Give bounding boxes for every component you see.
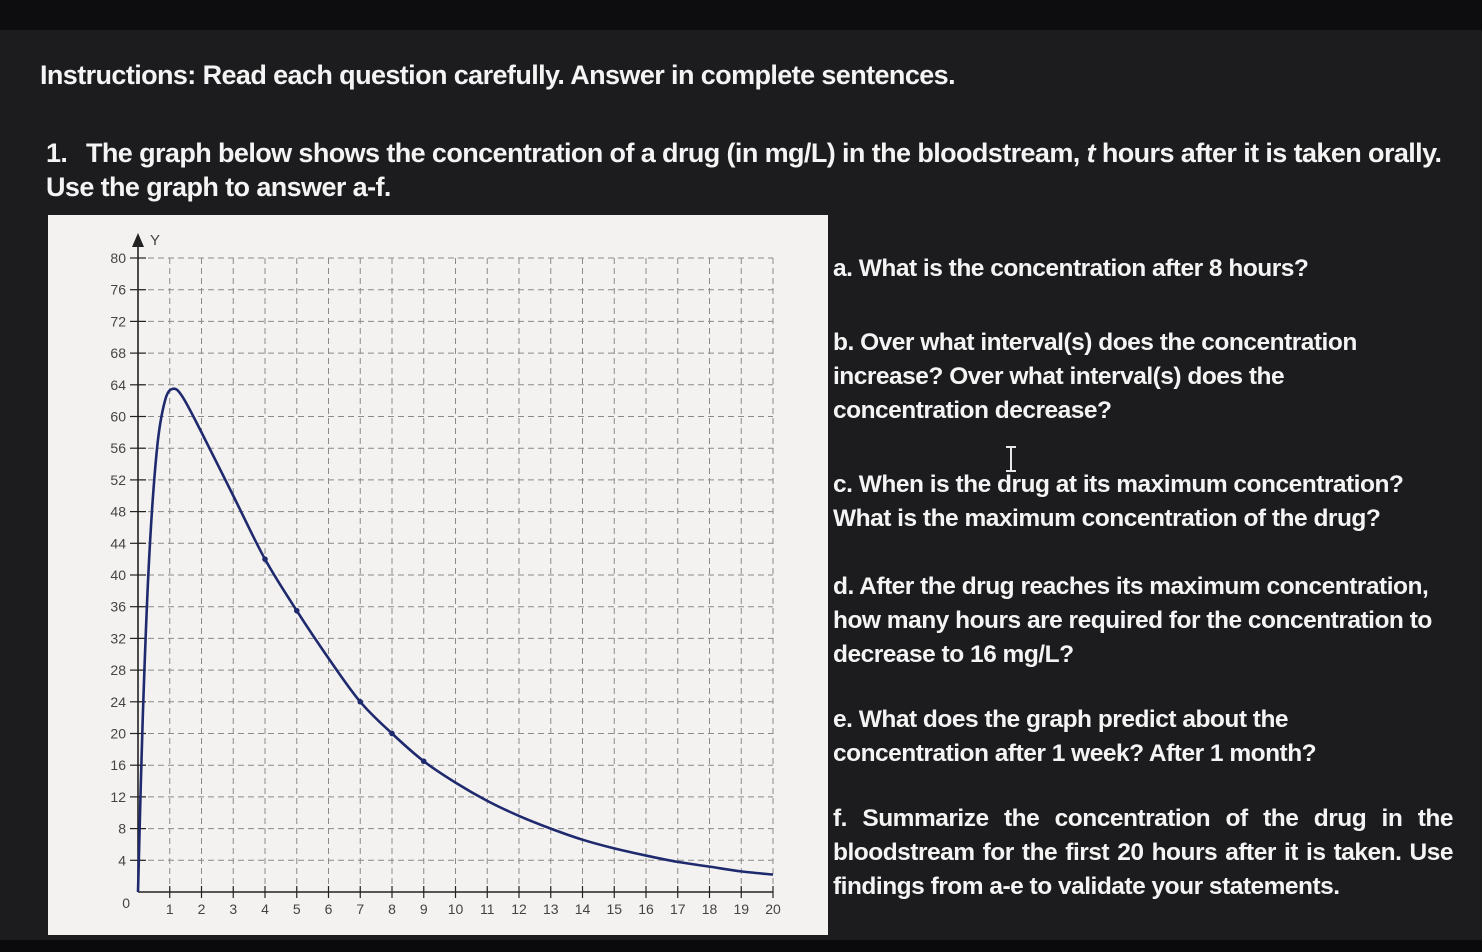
x-tick-label: 13 [542, 901, 559, 917]
x-tick-label: 4 [261, 901, 269, 917]
question-1-number: 1. [46, 138, 68, 168]
axes [130, 233, 773, 898]
x-tick-label: 12 [511, 901, 527, 917]
x-tick-label: 7 [356, 901, 365, 917]
instructions-heading: Instructions: Read each question carefully. Answer in complete sentences. [40, 60, 955, 90]
x-tick-label: 10 [447, 901, 464, 917]
y-tick-label: 80 [110, 250, 126, 266]
x-tick-label: 20 [765, 901, 781, 917]
x-tick-label: 1 [165, 901, 174, 917]
y-axis-arrow-icon [132, 233, 144, 247]
x-tick-label: 15 [606, 901, 623, 917]
y-tick-label: 48 [110, 503, 126, 520]
x-tick-label: 16 [638, 901, 654, 917]
text-cursor-icon [1002, 446, 1020, 472]
question-a: a. What is the concentration after 8 hours? [833, 255, 1309, 282]
y-tick-label: 68 [110, 345, 126, 362]
x-tick-label: 9 [419, 901, 428, 917]
y-tick-label: 4 [118, 852, 126, 869]
y-tick-label: 12 [110, 788, 126, 805]
x-tick-label: 2 [197, 901, 206, 917]
x-tick-label: 11 [479, 901, 495, 917]
x-tick-label: 18 [701, 901, 718, 917]
question-f: f. Summarize the concentration of the drug in the bloodstream for the first 20 hours after it is taken. Use findings from a-e to validate your statements. [833, 805, 1453, 900]
concentration-graph [48, 215, 828, 935]
y-tick-label: 8 [118, 820, 126, 837]
question-b: b. Over what interval(s) does the concentration increase? Over what interval(s) does the concentration decrease? [833, 329, 1357, 424]
y-tick-label: 72 [110, 313, 126, 330]
curve-point-marker [294, 608, 300, 614]
question-d: d. After the drug reaches its maximum concentration, how many hours are required for the concentration to decrease to 16 mg/L? [833, 573, 1432, 668]
x-tick-label: 6 [324, 901, 333, 917]
y-tick-label: 16 [110, 757, 126, 774]
curve-point-marker [421, 758, 427, 764]
y-tick-label: 64 [110, 376, 126, 393]
curve-point-marker [262, 556, 268, 562]
graph-panel [48, 215, 828, 935]
y-tick-label: 52 [110, 471, 126, 488]
question-c: c. When is the drug at its maximum concentration? What is the maximum concentration of the drug? [833, 471, 1404, 532]
question-1-t-variable: t [1086, 138, 1095, 168]
x-tick-label: 3 [229, 901, 238, 917]
y-tick-label: 60 [110, 408, 126, 425]
y-tick-label: 24 [110, 693, 126, 710]
monitor-top-bezel [0, 0, 1482, 30]
y-tick-label: 56 [110, 440, 126, 457]
curve-markers [262, 556, 426, 764]
y-tick-label: 40 [110, 567, 126, 583]
y-tick-label: 20 [110, 725, 126, 742]
curve-point-marker [357, 699, 363, 705]
y-tick-label: 36 [110, 598, 126, 615]
x-tick-label: 17 [669, 901, 686, 917]
y-tick-label: 28 [110, 662, 126, 679]
curve-point-marker [389, 731, 395, 737]
origin-label: 0 [122, 895, 130, 911]
y-tick-label: 32 [110, 630, 126, 647]
y-tick-label: 44 [110, 535, 126, 552]
x-tick-label: 5 [292, 901, 301, 917]
question-1-text-b: hours after it is taken orally. Use the graph to answer a-f. [46, 138, 1442, 202]
x-tick-label: 8 [388, 901, 396, 917]
x-tick-label: 14 [574, 901, 591, 917]
question-e: e. What does the graph predict about the concentration after 1 week? After 1 month? [833, 706, 1317, 767]
question-1-text-a: The graph below shows the concentration of a drug (in mg/L) in the bloodstream, [86, 138, 1080, 168]
y-axis-label: Y [150, 232, 161, 249]
question-1-intro [46, 136, 1466, 204]
x-tick-label: 19 [733, 901, 750, 917]
monitor-bottom-bezel [0, 940, 1482, 952]
y-tick-label: 76 [110, 281, 126, 298]
grid [138, 258, 773, 892]
